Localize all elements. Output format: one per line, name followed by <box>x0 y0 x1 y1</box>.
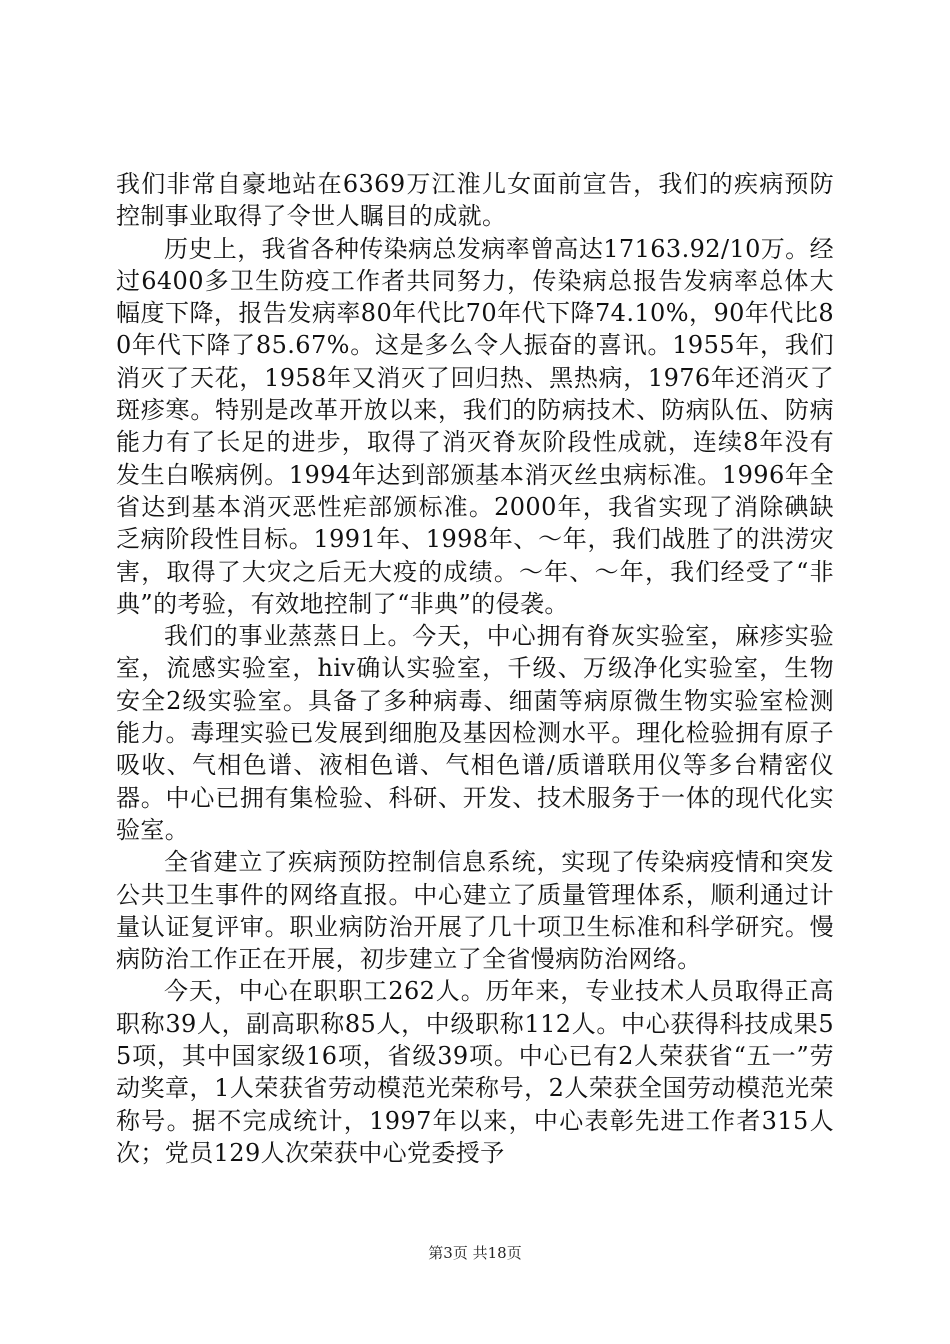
paragraph-laboratories: 我们的事业蒸蒸日上。今天，中心拥有脊灰实验室，麻疹实验室，流感实验室，hiv确认实验室，千级、万级净化实验室，生物安全2级实验室。具备了多种病毒、细菌等病原微生物实验室检测能力。毒理实验已发展到细胞及基因检测水平。理化检验拥有原子吸收、气相色谱、液相色谱、气相色谱/质谱联用仪等多台精密仪器。中心已拥有集检验、科研、开发、技术服务于一体的现代化实验室。 <box>116 622 834 844</box>
paragraph-continuation: 我们非常自豪地站在6369万江淮儿女面前宣告，我们的疾病预防控制事业取得了令世人瞩目的成就。 <box>116 170 834 231</box>
paragraph-staff: 今天，中心在职职工262人。历年来，专业技术人员取得正高职称39人，副高职称85人，中级职称112人。中心获得科技成果55项，其中国家级16项，省级39项。中心已有2人荣获省“五一”劳动奖章，1人荣获省劳动模范光荣称号，2人荣获全国劳动模范光荣称号。据不完成统计，1997年以来，中心表彰先进工作者315人次；党员129人次荣获中心党委授予 <box>116 977 834 1167</box>
paragraph-information-system: 全省建立了疾病预防控制信息系统，实现了传染病疫情和突发公共卫生事件的网络直报。中心建立了质量管理体系，顺利通过计量认证复评审。职业病防治开展了几十项卫生标准和科学研究。慢病防治工作正在开展，初步建立了全省慢病防治网络。 <box>116 848 834 974</box>
document-body <box>116 168 834 1169</box>
paragraph-disease-history: 历史上，我省各种传染病总发病率曾高达17163.92/10万。经过6400多卫生防疫工作者共同努力，传染病总报告发病率总体大幅度下降，报告发病率80年代比70年代下降74.10%，90年代比80年代下降了85.67%。这是多么令人振奋的喜讯。1955年，我们消灭了天花，1958年又消灭了回归热、黑热病，1976年还消灭了斑疹寒。特别是改革开放以来，我们的防病技术、防病队伍、防病能力有了长足的进步，取得了消灭脊灰阶段性成就，连续8年没有发生白喉病例。1994年达到部颁基本消灭丝虫病标准。1996年全省达到基本消灭恶性疟部颁标准。2000年，我省实现了消除碘缺乏病阶段性目标。1991年、1998年、～年，我们战胜了的洪涝灾害，取得了大灾之后无大疫的成绩。～年、～年，我们经受了“非典”的考验，有效地控制了“非典”的侵袭。 <box>116 234 834 618</box>
page-footer: 第3页 共18页 <box>428 1244 522 1262</box>
